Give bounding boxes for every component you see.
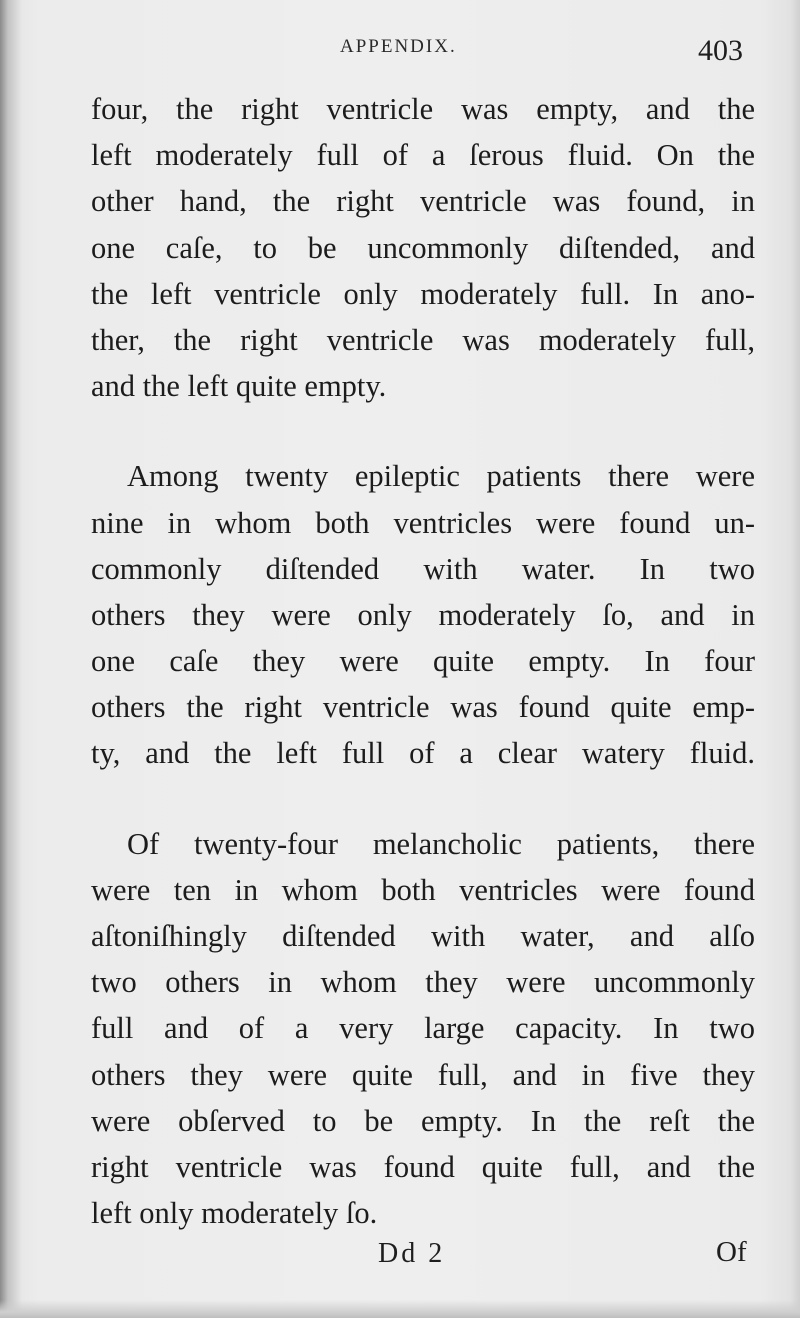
text-line: and the left quite empty. (91, 369, 387, 404)
text-line: others they were quite full, and in five they (91, 1057, 755, 1092)
text-line: one caſe, to be uncommonly diſtended, and (91, 230, 755, 265)
text-line: commonly diſtended with water. In two (91, 551, 755, 586)
text-line: aſtoniſhingly diſtended with water, and alſo (91, 919, 755, 953)
signature-mark: Dd 2 (378, 1238, 446, 1269)
paragraph-gap (91, 777, 755, 821)
gutter-shadow (0, 0, 22, 1318)
paragraph (91, 821, 755, 1237)
page-bottom-edge (0, 1300, 800, 1318)
page-number: 403 (698, 34, 743, 67)
text-line: were ten in whom both ventricles were found (91, 872, 755, 907)
text-line: two others in whom they were uncommonly (91, 965, 755, 1000)
text-line: ty, and the left full of a clear watery fluid. (91, 736, 755, 771)
text-line: nine in whom both ventricles were found un- (91, 505, 755, 540)
text-line: Among twenty epileptic patients there were (127, 459, 755, 494)
text-line: ther, the right ventricle was moderately full, (91, 322, 755, 357)
text-line: left only moderately ſo. (91, 1196, 378, 1231)
text-line: the left ventricle only moderately full. In ano- (91, 276, 755, 311)
text-line: right ventricle was found quite full, and the (91, 1149, 755, 1184)
text-line: left moderately full of a ſerous fluid. On the (91, 138, 755, 173)
paragraph (91, 453, 755, 776)
text-line: others the right ventricle was found quite emp- (91, 690, 755, 725)
paragraph (91, 86, 755, 409)
text-line: full and of a very large capacity. In two (91, 1011, 755, 1046)
catchword: Of (716, 1236, 747, 1268)
text-line: were obſerved to be empty. In the reſt the (91, 1103, 755, 1138)
text-line: other hand, the right ventricle was found, in (91, 184, 755, 219)
text-line: four, the right ventricle was empty, and the (91, 92, 755, 126)
text-line: one caſe they were quite empty. In four (91, 644, 755, 679)
text-line: Of twenty-four melancholic patients, there (127, 826, 755, 861)
paragraph-gap (91, 409, 755, 453)
running-head: APPENDIX. (340, 36, 457, 57)
text-line: others they were only moderately ſo, and in (91, 597, 755, 632)
body-text (91, 86, 755, 1236)
